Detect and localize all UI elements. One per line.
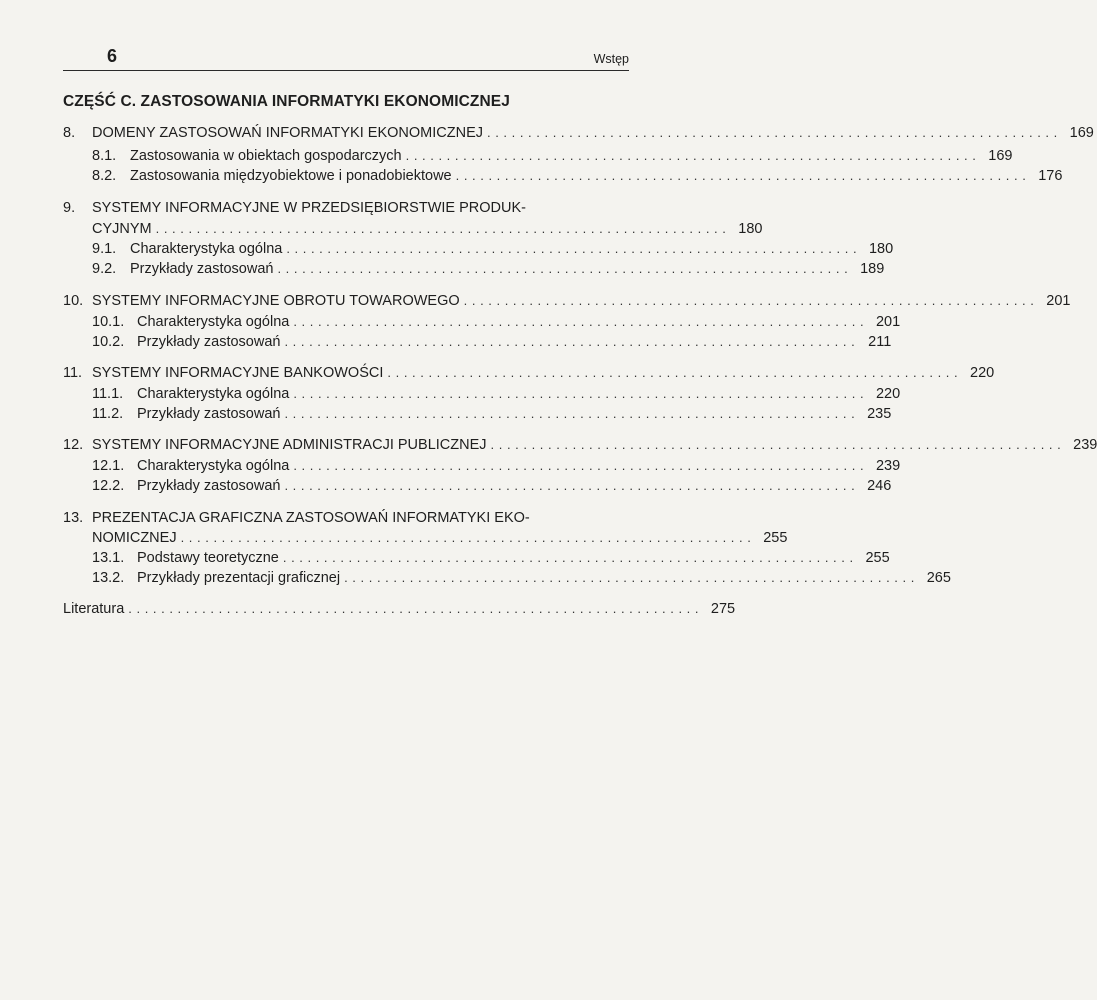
- chapter-title: DOMENY ZASTOSOWAŃ INFORMATYKI EKONOMICZNEJ: [92, 125, 483, 141]
- section-title: Charakterystyka ogólna: [137, 386, 290, 402]
- leader-dots: ......................................................................: [284, 406, 860, 421]
- section-number: 13.1.: [92, 550, 125, 566]
- toc-section-12-2: [92, 476, 892, 496]
- section-title: Przykłady prezentacji graficznej: [137, 570, 341, 586]
- chapter-title: SYSTEMY INFORMACYJNE OBROTU TOWAROWEGO: [92, 293, 460, 309]
- section-title: Podstawy teoretyczne: [137, 550, 279, 566]
- leader-dots: ......................................................................: [277, 261, 853, 276]
- leader-dots: ......................................................................: [387, 365, 963, 380]
- section-number: 12.1.: [92, 458, 125, 474]
- chapter-number: 10.: [63, 293, 84, 309]
- page-ref: 255: [865, 550, 890, 566]
- page-ref: 189: [860, 261, 885, 277]
- chapter-title: SYSTEMY INFORMACYJNE BANKOWOŚCI: [92, 365, 384, 381]
- section-number: 9.1.: [92, 241, 117, 257]
- page-ref: 176: [1038, 168, 1063, 184]
- page-ref: 180: [738, 221, 763, 237]
- leader-dots: ......................................................................: [405, 148, 981, 163]
- chapter-title-line2: CYJNYM: [92, 221, 152, 237]
- page-ref: 239: [1073, 437, 1097, 453]
- leader-dots: ......................................................................: [284, 334, 860, 349]
- toc-section-11-1: [92, 384, 901, 404]
- leader-dots: ......................................................................: [487, 125, 1062, 140]
- toc-chapter-9-line1: [63, 198, 629, 218]
- section-number: 13.2.: [92, 570, 125, 586]
- page-ref: 211: [868, 334, 892, 350]
- section-number: 11.1.: [92, 386, 124, 402]
- page-ref: 169: [988, 148, 1013, 164]
- page-ref: 180: [868, 241, 894, 257]
- leader-dots: ......................................................................: [286, 241, 862, 256]
- page-header: [63, 44, 629, 71]
- toc-chapter-9-line2: [92, 219, 763, 239]
- section-title: Zastosowania międzyobiektowe i ponadobiektowe: [130, 168, 452, 184]
- toc-chapter-10: [63, 291, 1071, 311]
- chapter-title-line1: SYSTEMY INFORMACYJNE W PRZEDSIĘBIORSTWIE PRODUK-: [92, 200, 526, 216]
- toc-section-10-1: [92, 312, 901, 332]
- chapter-number: 12.: [63, 437, 84, 453]
- page-ref: 201: [875, 314, 901, 330]
- chapter-number: 9.: [63, 200, 76, 216]
- toc-chapter-11: [63, 363, 995, 383]
- page-number: 6: [107, 46, 118, 66]
- section-number: 10.1.: [92, 314, 125, 330]
- leader-dots: ......................................................................: [128, 601, 704, 616]
- page-ref: 201: [1046, 293, 1071, 309]
- toc-section-13-1: [92, 548, 890, 568]
- leader-dots: ......................................................................: [455, 168, 1031, 183]
- chapter-number: 13.: [63, 510, 84, 526]
- section-title: Przykłady zastosowań: [130, 261, 274, 277]
- section-title: Przykłady zastosowań: [137, 406, 281, 422]
- toc-chapter-13-line1: [63, 508, 629, 528]
- toc-section-9-2: [92, 259, 885, 279]
- leader-dots: ......................................................................: [293, 314, 869, 329]
- page-ref: 169: [1069, 125, 1094, 141]
- chapter-number: 11.: [63, 365, 83, 381]
- section-number: 8.2.: [92, 168, 117, 184]
- section-title: Charakterystyka ogólna: [137, 314, 290, 330]
- page-ref: 220: [970, 365, 995, 381]
- toc-section-9-1: [92, 239, 894, 259]
- leader-dots: ......................................................................: [155, 221, 731, 236]
- section-number: 11.2.: [92, 406, 124, 422]
- section-number: 10.2.: [92, 334, 125, 350]
- page-ref: 275: [710, 601, 736, 617]
- section-title: Przykłady zastosowań: [137, 478, 281, 494]
- section-title: Przykłady zastosowań: [137, 334, 281, 350]
- toc-chapter-13-line2: [92, 528, 788, 548]
- section-title: Charakterystyka ogólna: [137, 458, 290, 474]
- section-number: 8.1.: [92, 148, 117, 164]
- section-title: Charakterystyka ogólna: [130, 241, 283, 257]
- chapter-title-line1: PREZENTACJA GRAFICZNA ZASTOSOWAŃ INFORMATYKI EKO-: [92, 510, 530, 526]
- running-section-title: Wstęp: [593, 52, 629, 66]
- leader-dots: ......................................................................: [284, 478, 860, 493]
- leader-dots: ......................................................................: [180, 530, 756, 545]
- part-heading: CZĘŚĆ C. ZASTOSOWANIA INFORMATYKI EKONOMICZNEJ: [63, 93, 510, 110]
- toc-section-10-2: [92, 332, 892, 352]
- chapter-title: SYSTEMY INFORMACYJNE ADMINISTRACJI PUBLICZNEJ: [92, 437, 487, 453]
- chapter-number: 8.: [63, 125, 76, 141]
- page-ref: 265: [926, 570, 951, 586]
- toc-literatura: [63, 599, 736, 619]
- leader-dots: ......................................................................: [293, 458, 869, 473]
- page-ref: 246: [867, 478, 892, 494]
- leader-dots: ......................................................................: [463, 293, 1039, 308]
- leader-dots: ......................................................................: [490, 437, 1066, 452]
- toc-section-8-2: [92, 166, 1063, 186]
- literatura-title: Literatura: [63, 601, 125, 617]
- page-ref: 239: [875, 458, 901, 474]
- leader-dots: ......................................................................: [282, 550, 858, 565]
- page-ref: 220: [875, 386, 901, 402]
- toc-section-8-1: [92, 146, 1013, 166]
- toc-chapter-8: [63, 123, 1094, 143]
- leader-dots: ......................................................................: [293, 386, 869, 401]
- toc-section-11-2: [92, 404, 892, 424]
- page-ref: 235: [867, 406, 892, 422]
- section-title: Zastosowania w obiektach gospodarczych: [130, 148, 402, 164]
- leader-dots: ......................................................................: [344, 570, 919, 585]
- toc-section-13-2: [92, 568, 951, 588]
- toc-chapter-12: [63, 435, 1097, 455]
- page-ref: 255: [763, 530, 788, 546]
- section-number: 12.2.: [92, 478, 125, 494]
- chapter-title-line2: NOMICZNEJ: [92, 530, 177, 546]
- section-number: 9.2.: [92, 261, 117, 277]
- toc-section-12-1: [92, 456, 901, 476]
